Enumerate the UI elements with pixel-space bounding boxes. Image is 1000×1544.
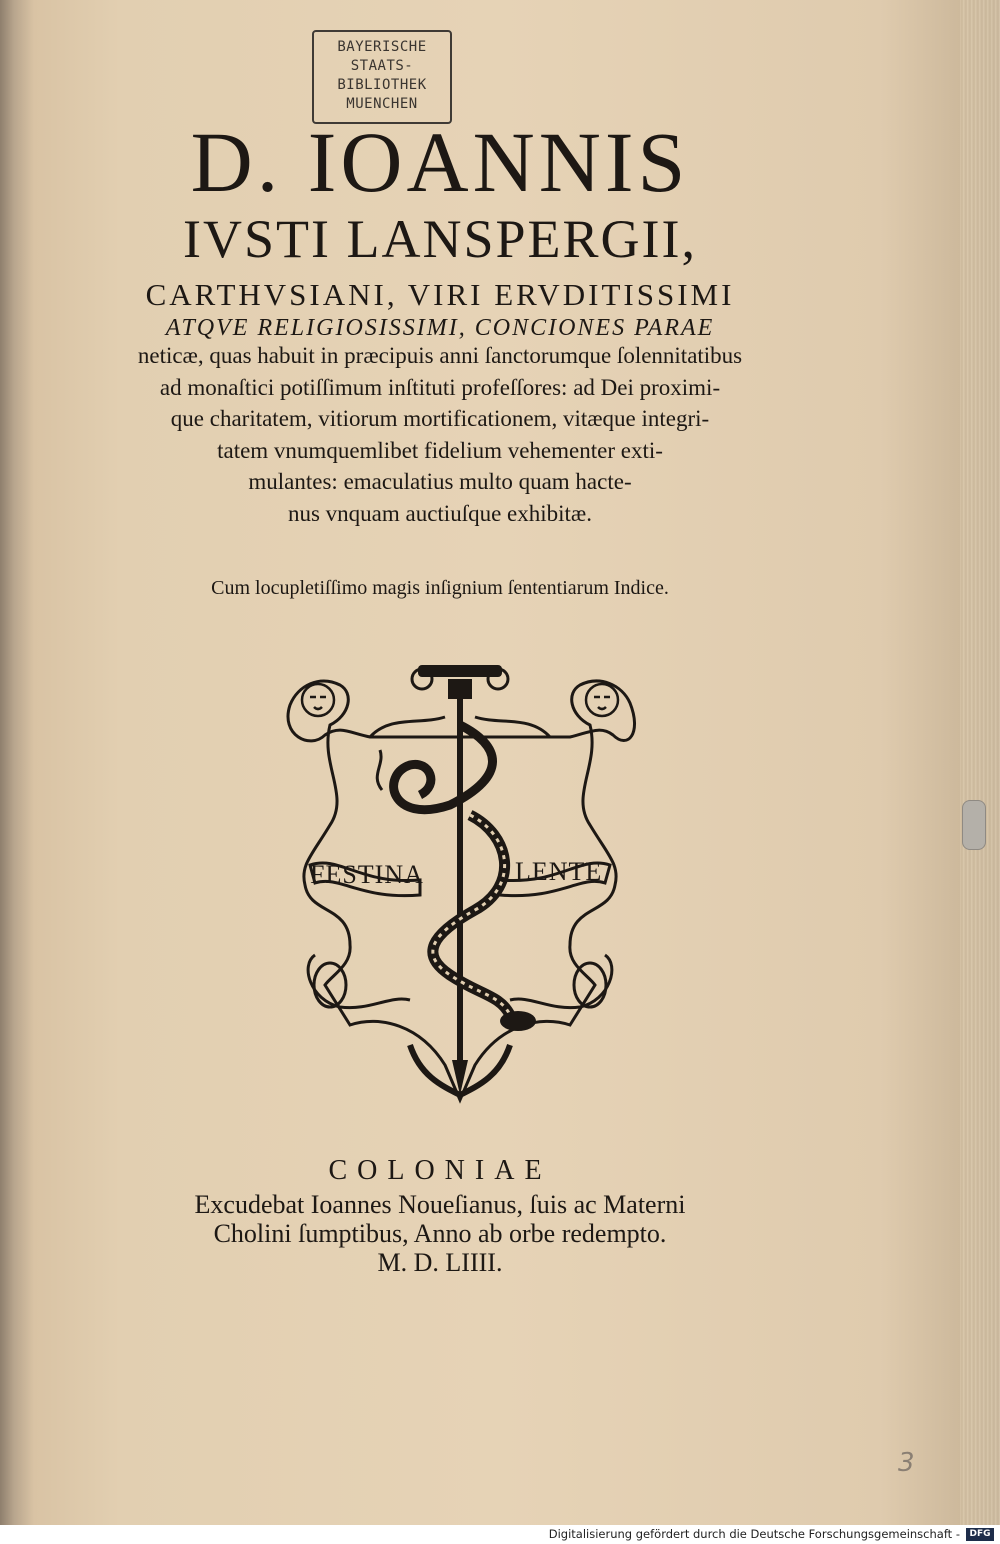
page-edges bbox=[960, 0, 1000, 1525]
title-line-1: D. IOANNIS bbox=[190, 114, 690, 210]
body-line: tatem vnumquemlibet fidelium vehementer exti- bbox=[217, 437, 663, 463]
library-stamp bbox=[312, 30, 452, 124]
page-number: 3 bbox=[898, 1448, 915, 1478]
imprint-year: M. D. LIIII. bbox=[377, 1248, 503, 1277]
digitization-footer bbox=[0, 1525, 1000, 1544]
motto-festina: FESTINA bbox=[310, 860, 424, 889]
imprint-city: COLONIAE bbox=[328, 1155, 552, 1186]
stamp-line: MUENCHEN bbox=[346, 96, 418, 112]
page-tab-marker bbox=[962, 800, 986, 850]
body-line: que charitatem, vitiorum mortificationem, vitæque integri- bbox=[170, 406, 710, 431]
body-line: mulantes: emaculatius multo quam hacte- bbox=[248, 469, 632, 494]
printers-device-woodcut bbox=[270, 655, 650, 1125]
stamp-line: BIBLIOTHEK bbox=[337, 77, 427, 93]
stamp-line: BAYERISCHE bbox=[337, 39, 427, 55]
body-line: ad monaſtici potiſſimum inſtituti profeſſores: ad Dei proximi- bbox=[159, 374, 721, 400]
imprint-block bbox=[110, 1190, 770, 1277]
stamp-line: STAATS- bbox=[350, 58, 414, 74]
dfg-logo-icon: DFG bbox=[966, 1528, 994, 1541]
motto-lente: LENTE bbox=[515, 857, 603, 886]
imprint-line: Cholini ſumptibus, Anno ab orbe redempto. bbox=[213, 1219, 667, 1248]
title-line-4: ATQVE RELIGIOSISSIMI, CONCIONES PARAE bbox=[165, 315, 715, 341]
imprint-line: Excudebat Ioannes Noueſianus, ſuis ac Materni bbox=[194, 1190, 686, 1219]
body-line: nus vnquam auctiuſque exhibitæ. bbox=[287, 500, 593, 526]
funding-credit: Digitalisierung gefördert durch die Deutsche Forschungsgemeinschaft - bbox=[548, 1527, 960, 1541]
index-note: Cum locupletiſſimo magis inſignium ſententiarum Indice. bbox=[211, 577, 669, 599]
title-body-text bbox=[110, 340, 770, 529]
title-line-2: IVSTI LANSPERGII, bbox=[183, 209, 697, 269]
title-line-3: CARTHVSIANI, VIRI ERVDITISSIMI bbox=[145, 277, 735, 312]
body-line: neticæ, quas habuit in præcipuis anni ſanctorumque ſolennitatibus bbox=[137, 343, 743, 368]
